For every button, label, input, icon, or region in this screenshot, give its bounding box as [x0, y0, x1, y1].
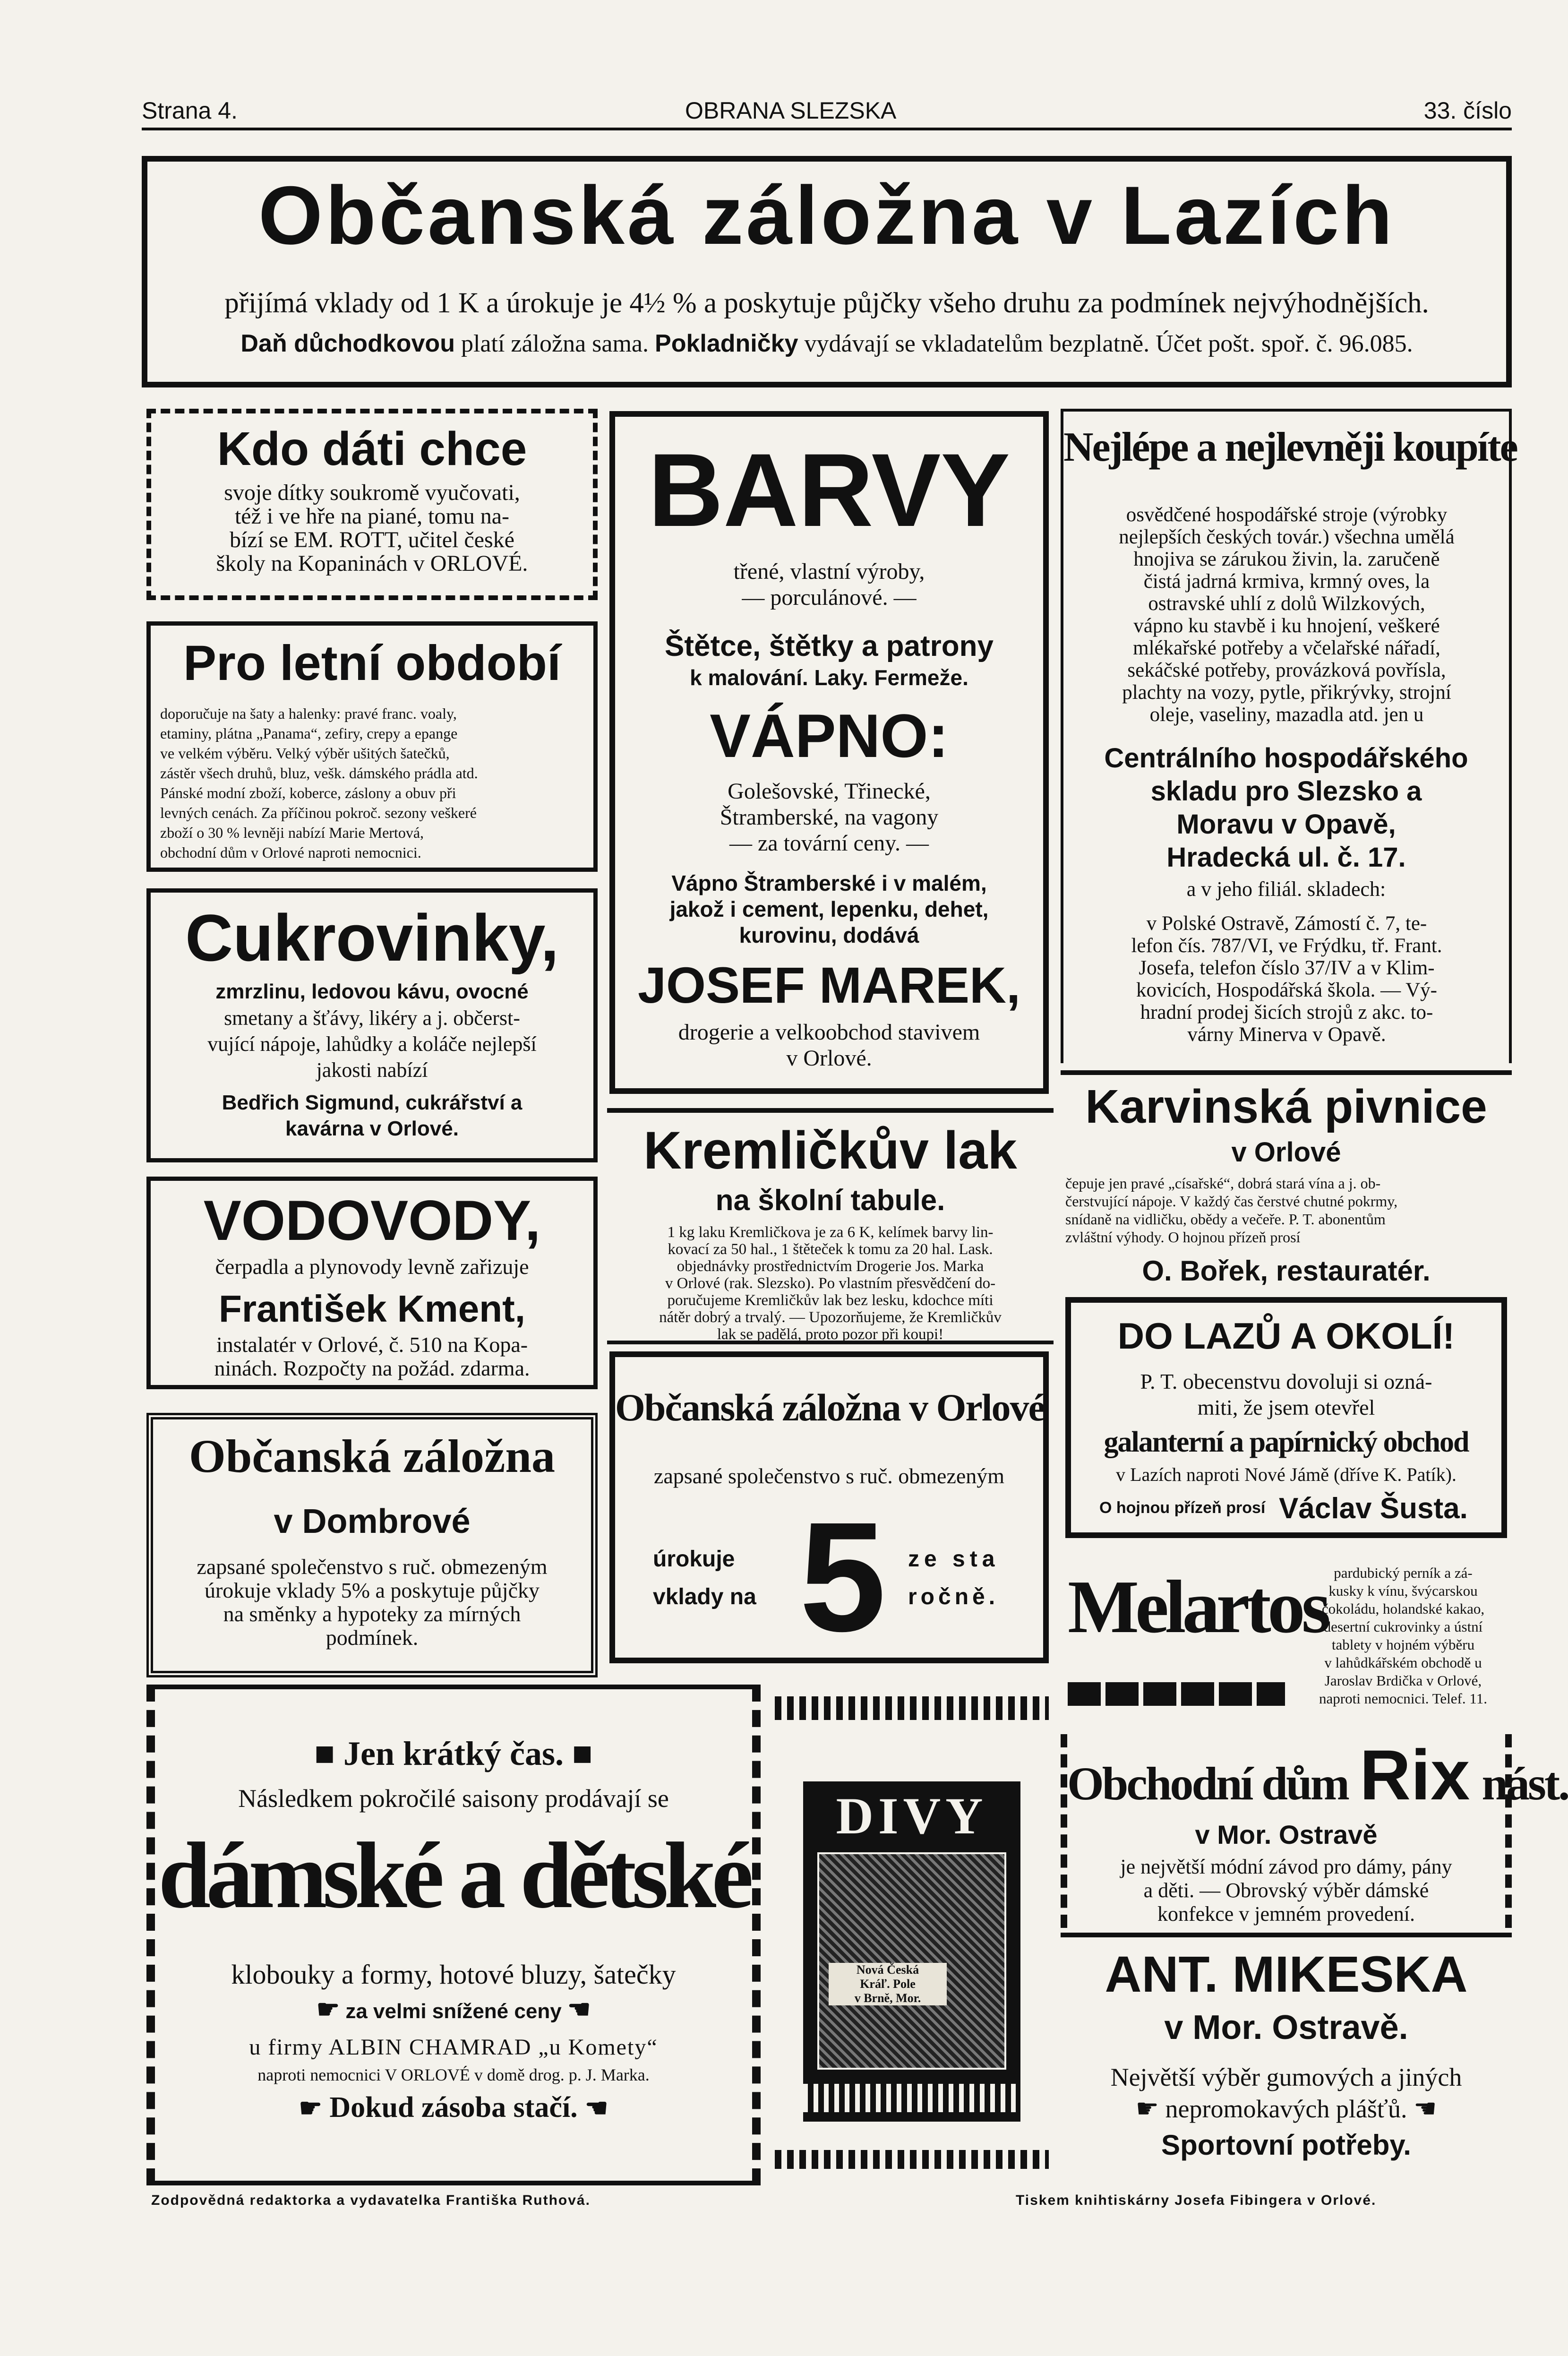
ad-signature: O. Bořek, restauratér. — [1142, 1255, 1431, 1287]
ad-text: Největší výběr gumových a jiných — [1110, 2063, 1462, 2091]
ad-text: Daň důchodkovou platí záložna sama. Pokladničky vydávají se vkladatelům bezplatně. Účet pošt. spoř. č. 96.085. — [240, 330, 1413, 357]
ad-text: Moravu v Opavě, — [1176, 809, 1396, 840]
ad-text: etaminy, plátna „Panama“, zefiry, crepy a epange — [160, 725, 458, 742]
ad-text: Vápno Štramberské i v malém, — [671, 871, 987, 895]
ad-title: VÁPNO: — [710, 701, 949, 770]
ad-text: Josefa, telefon číslo 37/IV a v Klim- — [1139, 957, 1435, 979]
ad-text: Štramberské, na vagony — [720, 805, 939, 830]
footer-printer: Tiskem knihtiskárny Josefa Fibingera v Orlové. — [1016, 2193, 1377, 2208]
poster-title: DIVY — [836, 1787, 988, 1845]
page-header — [142, 97, 1512, 130]
ad-text: nejlepších českých továr.) všechna umělá — [1119, 526, 1455, 548]
ad-text: kovací za 50 hal., 1 štěteček k tomu za 20 hal. Lask. — [668, 1241, 993, 1258]
square-bullet-icon: ■ — [314, 1735, 335, 1772]
ad-text: zapsané společenstvo s ruč. obmezeným — [197, 1555, 548, 1579]
interest-rate-number: 5 — [799, 1489, 886, 1664]
ad-pro-letni — [146, 621, 598, 872]
pointing-hand-icon: ☛ — [585, 2094, 608, 2123]
ad-text: zboží o 30 % levněji nabízí Marie Mertová, — [160, 824, 424, 841]
ad-text: Jaroslav Brdička v Orlové, — [1324, 1672, 1482, 1689]
ad-text: P. T. obecenstvu dovoluji si ozná- — [1140, 1369, 1432, 1393]
ad-title: dámské a dětské — [158, 1823, 749, 1928]
ad-vodovody — [146, 1177, 598, 1389]
ad-melartos — [1063, 1555, 1512, 1720]
ad-text-block — [1063, 912, 1510, 1046]
ad-text: instalatér v Orlové, č. 510 na Kopa- — [216, 1333, 528, 1357]
ad-title: Občanská záložna v Orlové — [615, 1386, 1045, 1429]
ad-text: plachty na vozy, pytle, přikrývky, strojní — [1122, 681, 1451, 704]
pointing-hand-icon: ☛ — [316, 1995, 340, 2024]
poster-border-dots — [803, 2084, 1020, 2112]
ad-text: vápno ku stavbě i ku hnojení, veškeré — [1133, 615, 1440, 637]
ad-text: mlékařské potřeby a včelařské nářadí, — [1133, 637, 1440, 659]
ad-subtitle: v Mor. Ostravě — [1195, 1820, 1378, 1849]
ad-text: ostravské uhlí z dolů Wilzkových, — [1148, 593, 1425, 615]
ad-text: v Orlové. — [786, 1046, 872, 1071]
ad-text: miti, že jsem otevřel — [1197, 1395, 1375, 1419]
ad-text: Sportovní potřeby. — [1161, 2129, 1411, 2161]
ad-rix — [1061, 1734, 1568, 1928]
ad-text: jakosti nabízí — [316, 1058, 428, 1082]
ad-text: v Orlové (rak. Slezsko). Po vlastním přesvědčení do- — [665, 1275, 996, 1292]
page-number: Strana 4. — [142, 97, 238, 124]
ad-title-part: nást. — [1482, 1757, 1568, 1810]
ad-text: lefon čís. 787/VI, ve Frýdku, tř. Frant. — [1131, 935, 1442, 957]
poster-illustration — [817, 1852, 1006, 2070]
ad-text: jakož i cement, lepenku, dehet, — [669, 897, 989, 921]
ad-title — [1067, 1734, 1568, 1816]
ad-text: Štětce, štětky a patrony — [664, 630, 994, 662]
ad-text: vující nápoje, lahůdky a koláče nejlepší — [207, 1032, 537, 1056]
ad-text: a v jeho filiál. skladech: — [1186, 877, 1386, 901]
ad-text: kavárna v Orlové. — [285, 1117, 459, 1140]
ad-text: osvědčené hospodářské stroje (výrobky — [1126, 504, 1448, 526]
square-bullet-icon: ■ — [572, 1735, 593, 1772]
ad-text: smetany a šťávy, likéry a j. občerst- — [224, 1006, 520, 1030]
ad-text: vklady na — [653, 1584, 756, 1609]
ad-text: desertní cukrovinky a ústní — [1323, 1618, 1483, 1635]
pointing-hand-icon: ☛ — [1413, 2094, 1437, 2123]
divider-bar — [775, 2150, 1049, 2169]
ad-text: zvláštní výhody. O hojnou přízeň prosí — [1065, 1229, 1301, 1246]
ad-text: zástěr všech druhů, bluz, vešk. dámského prádla atd. — [160, 765, 478, 782]
ad-text: třené, vlastní výroby, — [733, 559, 925, 584]
poster-frame — [803, 1781, 1020, 2122]
ad-text: čepuje jen pravé „císařské“, dobrá stará vína a j. ob- — [1065, 1175, 1381, 1192]
ad-text: úrokuje — [653, 1547, 735, 1572]
ad-title: Občanská záložna v Lazích — [258, 170, 1396, 262]
ad-text: za velmi snížené ceny — [345, 2000, 562, 2023]
ad-text: lak se padělá, proto pozor při koupi! — [717, 1326, 944, 1343]
ad-text-block — [607, 1224, 1054, 1343]
pointing-hand-icon: ☛ — [567, 1995, 591, 2024]
poster-text — [829, 1963, 947, 2005]
ad-text: poručujeme Kremličkův lak bez lesku, kdochce míti — [667, 1292, 994, 1309]
header-rule — [142, 128, 1512, 130]
ad-text: nepromokavých plášťů. — [1165, 2095, 1407, 2123]
ad-text: — za tovární ceny. — — [729, 831, 929, 856]
ad-text: zmrzlinu, ledovou kávu, ovocné — [215, 980, 529, 1003]
ad-text: v Polské Ostravě, Zámostí č. 7, te- — [1146, 912, 1427, 935]
ad-text: naproti nemocnici V ORLOVÉ v domě drog. p. J. Marka. — [257, 2065, 650, 2084]
ad-text: čerstvující nápoje. V každý čas čerstvé chutné pokrmy, — [1065, 1193, 1398, 1210]
ad-text: hradní prodej šicích strojů z akc. to- — [1140, 1001, 1433, 1023]
ad-title: Karvinská pivnice — [1085, 1080, 1487, 1133]
ad-text: k malování. Laky. Fermeže. — [690, 665, 968, 690]
ad-kdo-dati — [146, 409, 598, 600]
ad-title: Jen krátký čas. — [343, 1735, 564, 1772]
ad-title: ANT. MIKESKA — [1105, 1945, 1468, 2003]
ad-text: snídaně na vidličku, obědy a večeře. P. T. abonentům — [1065, 1211, 1386, 1228]
ad-text: várny Minerva v Opavě. — [1187, 1023, 1386, 1046]
issue-number: 33. číslo — [1423, 97, 1512, 124]
ad-karvinska-pivnice — [1061, 1070, 1512, 1292]
ad-text: ze sta — [908, 1547, 1000, 1572]
ad-text: levných cenách. Za příčinou pokroč. sezony veškeré — [160, 804, 477, 821]
divider-bar — [1068, 1682, 1285, 1706]
ad-text: doporučuje na šaty a halenky: pravé franc. voaly, — [160, 705, 457, 722]
ad-text: kurovinu, dodává — [739, 923, 919, 947]
ad-text: čerpadla a plynovody levně zařizuje — [215, 1255, 529, 1279]
ad-text: bízí se EM. ROTT, učitel české — [230, 527, 514, 552]
ad-title: Kdo dáti chce — [217, 422, 527, 475]
ad-text: je největší módní závod pro dámy, pány — [1120, 1855, 1452, 1878]
ad-text: objednávky prostřednictvím Drogerie Jos. Marka — [677, 1258, 984, 1275]
ad-signature: Václav Šusta. — [1279, 1492, 1468, 1525]
ad-subtitle: na školní tabule. — [715, 1184, 945, 1217]
ad-subtitle: v Mor. Ostravě. — [1164, 2009, 1408, 2046]
ad-title: Kremličkův lak — [643, 1121, 1017, 1180]
ad-text: na směnky a hypoteky za mírných — [223, 1602, 521, 1626]
ad-title: Melartos — [1068, 1565, 1328, 1649]
ad-text: 1 kg laku Kremličkova je za 6 K, kelímek barvy lin- — [667, 1224, 994, 1241]
ad-title: Nejlépe a nejlevněji koupíte — [1063, 424, 1517, 470]
ad-title: JOSEF MAREK, — [637, 956, 1021, 1014]
ad-text-block — [1063, 504, 1510, 726]
ad-text: kovicích, Hospodářská škola. — Vý- — [1136, 979, 1437, 1001]
ad-title: DO LAZŮ A OKOLÍ! — [1117, 1315, 1455, 1357]
divider-bar — [775, 1696, 1049, 1720]
ad-title: VODOVODY, — [203, 1189, 541, 1252]
ad-text: konfekce v jemném provedení. — [1157, 1902, 1415, 1926]
ad-zalozna-dombrova — [146, 1413, 598, 1677]
ad-text: přijímá vklady od 1 K a úrokuje je 4½ % a poskytuje půjčky všeho druhu za podmínek nejvýhodnějších. — [224, 287, 1429, 319]
ad-text: skladu pro Slezsko a — [1150, 776, 1422, 807]
ad-title: Cukrovinky, — [185, 901, 559, 975]
ad-title: BARVY — [648, 432, 1011, 548]
ad-text: ninách. Rozpočty na požád. zdarma. — [214, 1356, 530, 1380]
ad-text: oleje, vaseliny, mazadla atd. jen u — [1149, 704, 1424, 726]
ad-chamrad — [146, 1685, 761, 2185]
ad-text: tablety v hojném výběru — [1331, 1636, 1475, 1653]
ad-subtitle: v Orlové — [1231, 1137, 1341, 1168]
ad-do-lazu — [1065, 1297, 1507, 1538]
ad-title: Občanská záložna — [189, 1430, 556, 1482]
ad-text: Následkem pokročilé saisony prodávají se — [238, 1784, 669, 1813]
ad-text — [155, 2091, 752, 2124]
ad-text: u firmy ALBIN CHAMRAD „u Komety“ — [249, 2035, 658, 2060]
ad-text: úrokuje vklady 5% a poskytuje půjčky — [204, 1578, 540, 1602]
ad-text: nátěr dobrý a trvalý. — Upozorňujeme, že Kremličkův — [659, 1309, 1002, 1326]
ad-text: Golešovské, Třinecké, — [728, 779, 931, 804]
poster-text-line: v Brně, Mor. — [854, 1991, 921, 2005]
ad-text: kusky k vínu, švýcarskou — [1328, 1582, 1478, 1599]
ad-text-block — [160, 704, 585, 862]
ad-barvy — [609, 411, 1049, 1094]
ad-text: Centrálního hospodářského — [1104, 743, 1468, 774]
ad-text: čokoládu, holandské kakao, — [1321, 1600, 1485, 1617]
ad-text: galanterní a papírnický obchod — [1104, 1426, 1469, 1458]
ad-nejlepe — [1061, 409, 1517, 1063]
pointing-hand-icon: ☛ — [1135, 2094, 1159, 2123]
poster-text-line: Kráľ. Pole — [860, 1977, 916, 1991]
ad-text: naproti nemocnici. Telef. 11. — [1319, 1690, 1487, 1707]
ad-text: klobouky a formy, hotové bluzy, šatečky — [231, 1959, 676, 1990]
ad-text: sekáčské potřeby, provázková povřísla, — [1127, 659, 1446, 681]
ad-text: Dokud zásoba stačí. — [329, 2091, 578, 2124]
ad-text: Bedřich Sigmund, cukrářství a — [222, 1091, 523, 1114]
ad-text: ročně. — [908, 1584, 999, 1609]
ad-text: obchodní dům v Orlové naproti nemocnici. — [160, 844, 421, 861]
ad-text: pardubický perník a zá- — [1334, 1565, 1473, 1581]
ad-text: zapsané společenstvo s ruč. obmezeným — [653, 1464, 1005, 1488]
ad-text: v lahůdkářském obchodě u — [1324, 1654, 1482, 1671]
ad-text: — porculánové. — — [742, 585, 917, 610]
ad-top — [155, 1734, 752, 1773]
newspaper-name: OBRANA SLEZSKA — [685, 97, 897, 124]
pointing-hand-icon: ☛ — [299, 2094, 322, 2123]
ad-text: podmínek. — [326, 1625, 419, 1650]
ad-text: hnojiva se zárukou živin, la. zaručeně — [1133, 548, 1440, 570]
poster-text-line: Nová Česká — [856, 1963, 919, 1977]
footer-editor: Zodpovědná redaktorka a vydavatelka Františka Ruthová. — [151, 2193, 591, 2208]
ad-text-block — [1065, 1174, 1507, 1246]
ad-subtitle: v Dombrové — [274, 1503, 471, 1540]
ad-text: svoje dítky soukromě vyučovati, — [224, 480, 520, 505]
ad-text: též i ve hře na piané, tomu na- — [234, 504, 510, 529]
ad-title-part: Rix — [1359, 1735, 1470, 1814]
ad-zalozna-lazy — [142, 156, 1512, 387]
ad-title-part: Obchodní dům — [1067, 1757, 1348, 1810]
ad-text: ve velkém výběru. Velký výběr ušitých šatečků, — [160, 745, 450, 762]
ad-zalozna-orlova — [609, 1351, 1049, 1663]
ad-text: František Kment, — [218, 1288, 526, 1330]
ad-kremlickuv-lak — [607, 1108, 1054, 1344]
ad-text: Pánské modní zboží, koberce, záslony a obuv při — [160, 784, 456, 801]
ad-text — [155, 1994, 752, 2024]
ad-text: O hojnou přízeň prosí — [1099, 1499, 1266, 1517]
ad-divy — [775, 1696, 1049, 2183]
ad-text: školy na Kopaninách v ORLOVÉ. — [216, 551, 528, 576]
ad-text — [1061, 2093, 1512, 2124]
ad-text: v Lazích naproti Nové Jámě (dříve K. Patík). — [1116, 1464, 1457, 1485]
ad-mikeska — [1061, 1933, 1512, 2174]
ad-title: Pro letní období — [183, 636, 561, 691]
ad-text-block — [1294, 1564, 1512, 1708]
ad-text: drogerie a velkoobchod stavivem — [678, 1020, 980, 1045]
ad-text: čistá jadrná krmiva, krmný oves, la — [1143, 570, 1430, 593]
ad-text: a děti. — Obrovský výběr dámské — [1143, 1879, 1429, 1902]
ad-text: Hradecká ul. č. 17. — [1166, 842, 1406, 873]
ad-cukrovinky — [146, 888, 598, 1162]
